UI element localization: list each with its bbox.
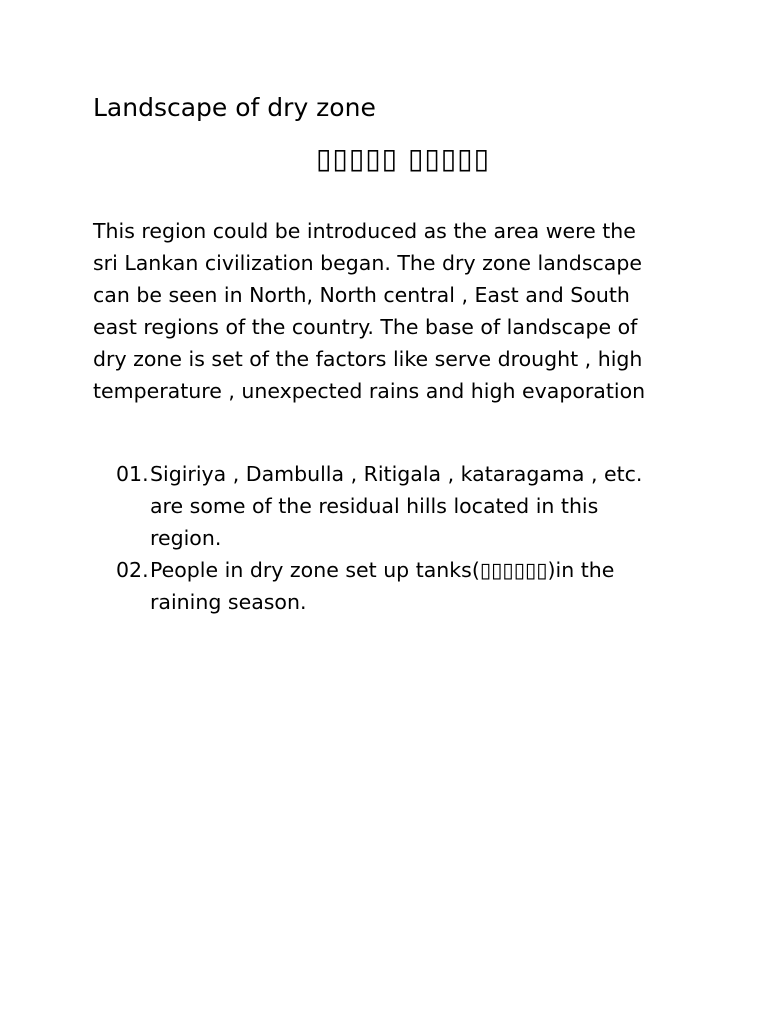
document-subheading: ▯▯▯▯▯ ▯▯▯▯▯	[316, 142, 490, 175]
list-item-number: 01.	[116, 462, 149, 486]
numbered-list	[93, 458, 663, 618]
list-item-text: Sigiriya , Dambulla , Ritigala , kataragama , etc. are some of the residual hills located in this region.	[150, 462, 643, 550]
document-heading: Landscape of dry zone	[93, 93, 376, 122]
list-item-number: 02.	[116, 558, 149, 582]
list-item	[93, 554, 663, 618]
intro-paragraph: This region could be introduced as the area were the sri Lankan civilization began. The dry zone landscape can be seen in North, North central , East and South east regions of the country. The base of landscape of dry zone is set of the factors like serve drought , high temperature , unexpected rains and high evaporation	[93, 219, 646, 403]
list-item	[93, 458, 663, 554]
list-item-text: People in dry zone set up tanks(▯▯▯▯▯▯)in the raining season.	[150, 558, 615, 614]
